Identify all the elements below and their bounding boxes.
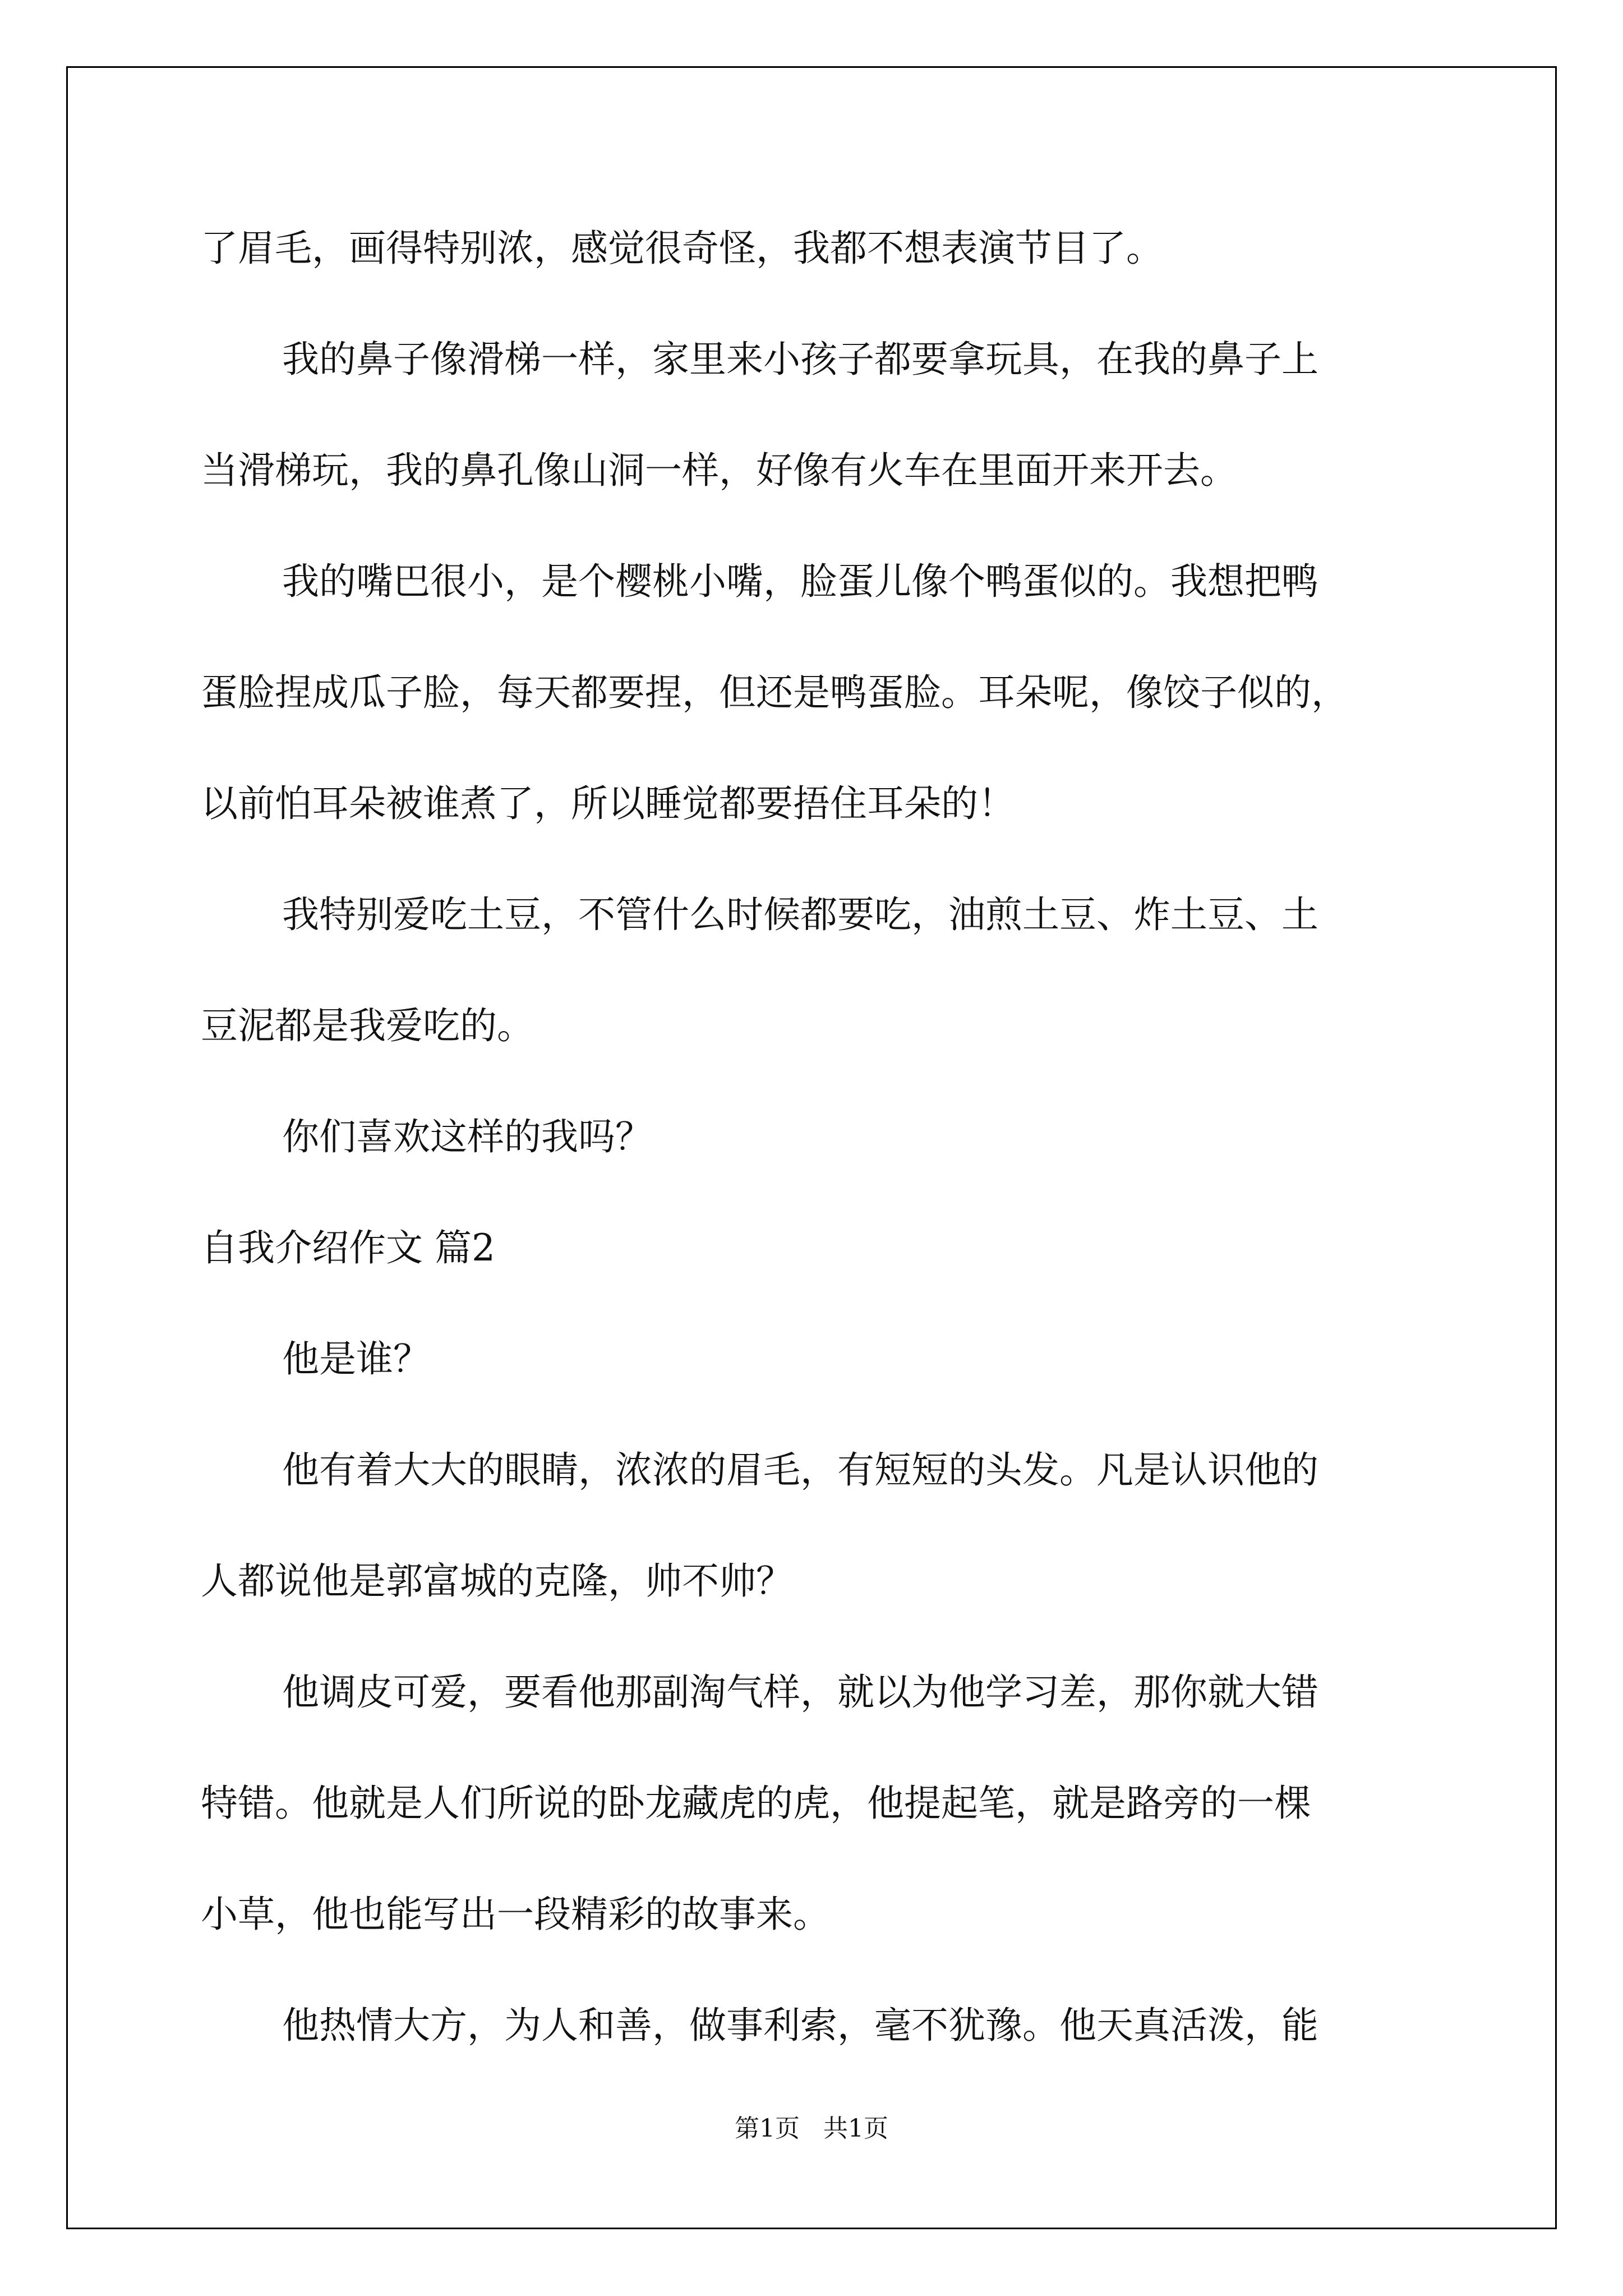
paragraph-line-1: 了眉毛，画得特别浓，感觉很奇怪，我都不想表演节目了。 [201, 227, 1163, 270]
paragraph-line-4: 我的嘴巴很小，是个樱桃小嘴，脸蛋儿像个鸭蛋似的。我想把鸭 [282, 560, 1318, 603]
page-number-footer: 第1页 共1页 [735, 2114, 888, 2143]
paragraph-line-2: 我的鼻子像滑梯一样，家里来小孩子都要拿玩具，在我的鼻子上 [282, 338, 1318, 381]
paragraph-line-17: 他热情大方，为人和善，做事利索，毫不犹豫。他天真活泼，能 [282, 2004, 1318, 2047]
paragraph-line-11: 他是谁？ [282, 1337, 430, 1381]
paragraph-line-12: 他有着大大的眼睛，浓浓的眉毛，有短短的头发。凡是认识他的 [282, 1448, 1318, 1492]
paragraph-line-8: 豆泥都是我爱吃的。 [201, 1004, 534, 1047]
section-heading: 自我介绍作文 篇2 [201, 1226, 495, 1269]
paragraph-line-5: 蛋脸捏成瓜子脸，每天都要捏，但还是鸭蛋脸。耳朵呢，像饺子似的， [201, 671, 1348, 714]
paragraph-line-3: 当滑梯玩，我的鼻孔像山洞一样，好像有火车在里面开来开去。 [201, 449, 1237, 492]
paragraph-line-6: 以前怕耳朵被谁煮了，所以睡觉都要捂住耳朵的！ [201, 782, 1015, 825]
paragraph-line-14: 他调皮可爱，要看他那副淘气样，就以为他学习差，那你就大错 [282, 1671, 1318, 1714]
paragraph-line-13: 人都说他是郭富城的克隆，帅不帅？ [201, 1559, 793, 1603]
paragraph-line-9: 你们喜欢这样的我吗？ [282, 1115, 652, 1158]
paragraph-line-7: 我特别爱吃土豆，不管什么时候都要吃，油煎土豆、炸土豆、土 [282, 893, 1318, 936]
paragraph-line-16: 小草，他也能写出一段精彩的故事来。 [201, 1893, 830, 1936]
paragraph-line-15: 特错。他就是人们所说的卧龙藏虎的虎，他提起笔，就是路旁的一棵 [201, 1782, 1311, 1825]
